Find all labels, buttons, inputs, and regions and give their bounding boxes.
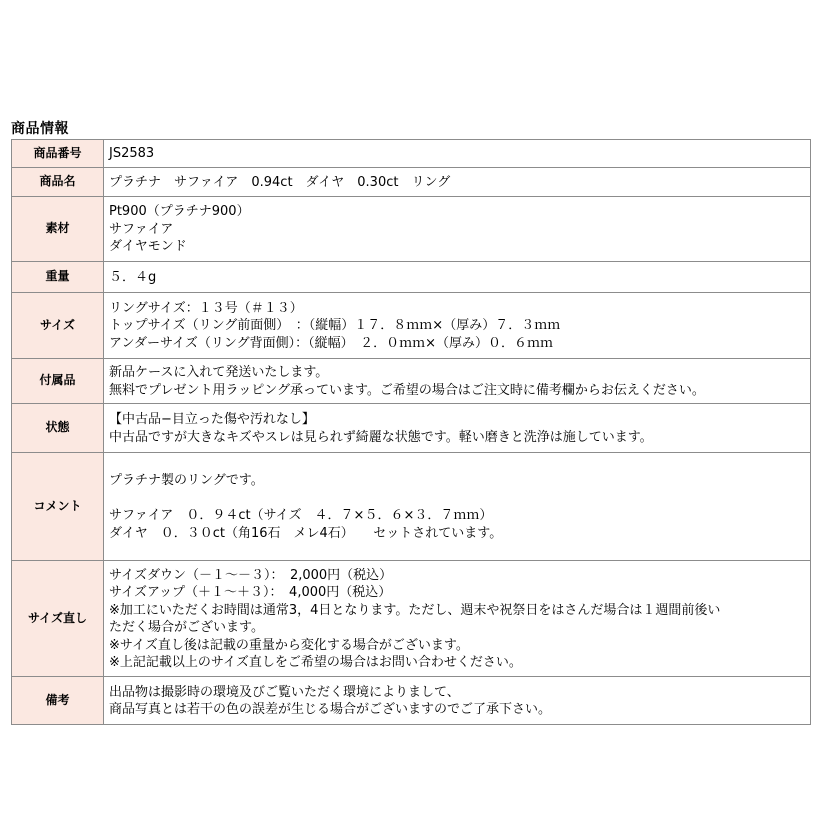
info-value-product-number	[104, 140, 811, 168]
info-value-size	[104, 293, 811, 359]
section-title: 商品情報	[11, 121, 69, 137]
info-label-material: 素材	[12, 197, 104, 262]
info-value-line: JS2583	[109, 146, 155, 162]
info-value-line: アンダーサイズ（リング背面側）：（縦幅） ２．０ｍｍ×（厚み）０．６ｍｍ	[109, 335, 554, 351]
info-value-line: ※加工にいただくお時間は通常3，4日となります。ただし、週末や祝祭日をはさんだ場合は１週間前後い	[109, 602, 721, 618]
info-label-condition: 状態	[12, 404, 104, 453]
info-row-product-number	[12, 140, 811, 168]
info-value-line: 新品ケースに入れて発送いたします。	[109, 365, 329, 380]
info-value-line: ダイヤモンド	[109, 239, 187, 255]
info-value-line: サファイア ０．９４ct（サイズ ４．７×５．６×３．７ｍｍ）	[109, 508, 493, 523]
info-label-weight: 重量	[12, 262, 104, 293]
info-value-accessories	[104, 359, 811, 404]
info-value-line: 出品物は撮影時の環境及びご覧いただく環境によりまして、	[109, 684, 460, 700]
product-info-table	[11, 139, 811, 725]
info-value-weight	[104, 262, 811, 293]
info-value-line: 商品写真とは若干の色の誤差が生じる場合がございますのでご了承下さい。	[109, 702, 552, 717]
info-value-material	[104, 197, 811, 262]
info-row-accessories	[12, 359, 811, 404]
info-row-weight	[12, 262, 811, 293]
info-label-resize: サイズ直し	[12, 561, 104, 677]
info-value-line: サファイア	[109, 221, 174, 237]
info-label-size: サイズ	[12, 293, 104, 359]
info-value-condition	[104, 404, 811, 453]
info-value-line: トップサイズ（リング前面側） ：（縦幅）１７．８ｍｍ×（厚み）７．３ｍｍ	[109, 318, 561, 334]
info-label-product-name: 商品名	[12, 168, 104, 197]
info-value-line: ※上記記載以上のサイズ直しをご希望の場合はお問い合わせください。	[109, 655, 522, 670]
info-label-comment: コメント	[12, 453, 104, 561]
info-value-line	[109, 490, 805, 508]
info-value-line: ダイヤ ０．３０ct（角16石 メレ4石） セットされています。	[109, 525, 503, 541]
product-info-body	[12, 140, 811, 725]
info-row-resize	[12, 561, 811, 677]
info-value-line: ５．４g	[109, 269, 157, 285]
info-value-line: リングサイズ：１３号（＃１３）	[109, 300, 303, 316]
info-label-product-number: 商品番号	[12, 140, 104, 168]
info-value-line: サイズアップ（＋１～＋３）： 4,000円（税込）	[109, 585, 392, 600]
info-value-line: ただく場合がございます。	[109, 620, 264, 635]
info-row-comment	[12, 453, 811, 561]
info-row-size	[12, 293, 811, 359]
info-row-condition	[12, 404, 811, 453]
info-value-line: 無料でプレゼント用ラッピング承っています。ご希望の場合はご注文時に備考欄からお伝えください。	[109, 382, 705, 398]
info-value-line: 【中古品−目立った傷や汚れなし】	[109, 412, 315, 427]
info-value-line: Pt900（プラチナ900）	[109, 204, 250, 220]
info-row-product-name	[12, 168, 811, 197]
info-label-notes: 備考	[12, 677, 104, 725]
info-value-resize	[104, 561, 811, 677]
info-value-line: 中古品ですが大きなキズやスレは見られず綺麗な状態です。軽い磨きと洗浄は施しています。	[109, 429, 653, 445]
info-value-line: プラチナ製のリングです。	[109, 473, 264, 488]
info-label-accessories: 付属品	[12, 359, 104, 404]
info-value-comment	[104, 453, 811, 561]
info-row-notes	[12, 677, 811, 725]
info-value-line: ※サイズ直し後は記載の重量から変化する場合がございます。	[109, 637, 469, 653]
info-value-notes	[104, 677, 811, 725]
info-row-material	[12, 197, 811, 262]
info-value-product-name	[104, 168, 811, 197]
info-value-line: プラチナ サファイア 0.94ct ダイヤ 0.30ct リング	[109, 174, 451, 190]
info-value-line: サイズダウン（－１～－３）： 2,000円（税込）	[109, 567, 393, 583]
